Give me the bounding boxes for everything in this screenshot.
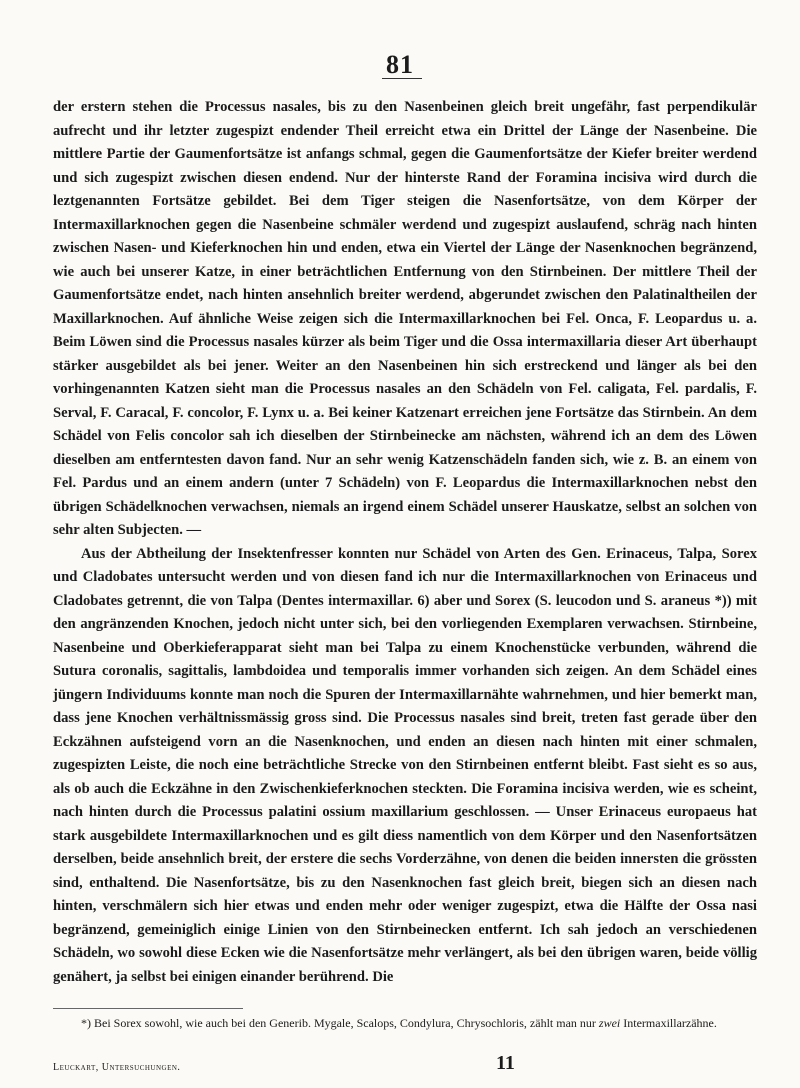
paragraph-1: der erstern stehen die Processus nasales, bis zu den Nasenbeinen gleich breit ungefähr, fast perpendikulär aufrecht und ihr letzter zugespizt endender Theil erreicht etwa ein Drittel der Länge der Nasenbeine. Die mittlere Partie der Gaumenfortsätze ist anfangs schmal, gegen die Gaumenfortsätze der Kiefer breiter werdend und sich zugespizt zwischen diesen endend. Nur der hinterste Rand der Foramina incisiva wird durch die leztgenannten Fortsätze gebildet. Bei dem Tiger steigen die Nasenfortsätze, von dem Körper der Intermaxillarknochen gegen die Nasenbeine schmäler werdend und zugespizt auslaufend, schräg nach hinten zwischen Nasen- und Kieferknochen hin und enden, etwa ein Viertel der Länge der Nasenknochen begränzend, wie auch bei unserer Katze, in einer beträchtlichen Entfernung von den Stirnbeinen. Der mittlere Theil der Gaumenfortsätze endet, nach hinten ansehnlich breiter werdend, abgerundet zwischen den Palatinaltheilen der Maxillarknochen. Auf ähnliche Weise zeigen sich die Intermaxillarknochen bei Fel. Onca, F. Leopardus u. a. Beim Löwen sind die Processus nasales kürzer als beim Tiger und die Ossa intermaxillaria dieser Art überhaupt stärker ausgebildet als bei jener. Weiter an den Nasenbeinen hin sich erstreckend und länger als bei den vorhingenannten Katzen sieht man die Processus nasales an den Schädeln von Fel. caligata, Fel. pardalis, F. Serval, F. Caracal, F. concolor, F. Lynx u. a. Bei keiner Katzenart erreichen jene Fortsätze das Stirnbein. An dem Schädel von Felis concolor sah ich dieselben der Stirnbeinecke am nächsten, während ich an dem des Löwen dieselben am entferntesten davon fand. Nur an sehr wenig Katzenschädeln fanden sich, wie z. B. an einem von Fel. Pardus und an einem andern (unter 7 Schädeln) von F. Leopardus die Intermaxillarknochen nebst den übrigen Schädelknochen verwachsen, niemals an irgend einem Schädel unserer Hauskatze, selbst an solchen von sehr alten Subjecten. — xyxy=(53,99,757,538)
page-number: 81 xyxy=(386,50,414,79)
footnote xyxy=(53,1015,757,1032)
running-foot: Leuckart, Untersuchungen. xyxy=(53,1062,181,1073)
footnote-text-after: Intermaxillarzähne. xyxy=(620,1016,717,1030)
body-text xyxy=(53,96,757,989)
paragraph-2: Aus der Abtheilung der Insektenfresser konnten nur Schädel von Arten des Gen. Erinaceus, Talpa, Sorex und Cladobates untersucht werden und von diesen fand ich nur die Intermaxillarknochen von Erinaceus und Cladobates getrennt, die von Talpa (Dentes intermaxillar. 6) aber und Sorex (S. leucodon und S. araneus *)) mit den angränzenden Knochen, jedoch nicht unter sich, bei den vorliegenden Exemplaren verwachsen. Stirnbeine, Nasenbeine und Oberkieferapparat sieht man bei Talpa zu einem Knochenstücke verbunden, während die Sutura coronalis, sagittalis, lambdoidea und temporalis immer vorhanden sich zeigen. An dem Schädel eines jüngern Individuums konnte man noch die Spuren der Intermaxillarnähte wahrnehmen, und hier bemerkt man, dass jene Knochen verhältnissmässig gross sind. Die Processus nasales sind breit, treten fast gerade über den Eckzähnen aufsteigend vorn an die Nasenknochen, und enden an diesen nach hinten mit einer schmalen, zugespizten Leiste, die noch eine beträchtliche Strecke von den Stirnbeinen entfernt bleibt. Fast sieht es so aus, als ob auch die Eckzähne in den Zwischenkieferknochen steckten. Die Foramina incisiva werden, wie es scheint, nach hinten durch die Processus palatini ossium maxillarium geschlossen. — Unser Erinaceus europaeus hat stark ausgebildete Intermaxillarknochen und es gilt diess namentlich von dem Körper und den Nasenfortsätzen derselben, beide ansehnlich breit, der erstere die sechs Vorderzähne, von denen die beiden innersten die grössten sind, enthaltend. Die Nasenfortsätze, bis zu den Nasenknochen fast gleich breit, biegen sich an diesen nach hinten, verschmälern sich hier etwas und enden mehr oder weniger zugespizt, etwa die Hälfte der Ossa nasi begränzend, gemeiniglich einige Linien von den Stirnbeinecken entfernt. Ich sah jedoch an verschiedenen Schädeln, wo sowohl diese Ecken wie die Nasenfortsätze mehr verlängert, als bei den übrigen waren, beide völlig genähert, ja selbst bei einigen einander berührend. Die xyxy=(53,545,757,985)
footnote-text-before: *) Bei Sorex sowohl, wie auch bei den Generib. Mygale, Scalops, Condylura, Chrysochloris, zählt man nur xyxy=(81,1016,599,1030)
footnote-emphasis: zwei xyxy=(598,1016,621,1030)
footnote-rule xyxy=(53,1008,243,1009)
signature-mark: 11 xyxy=(496,1052,515,1074)
header-rule xyxy=(382,78,422,79)
